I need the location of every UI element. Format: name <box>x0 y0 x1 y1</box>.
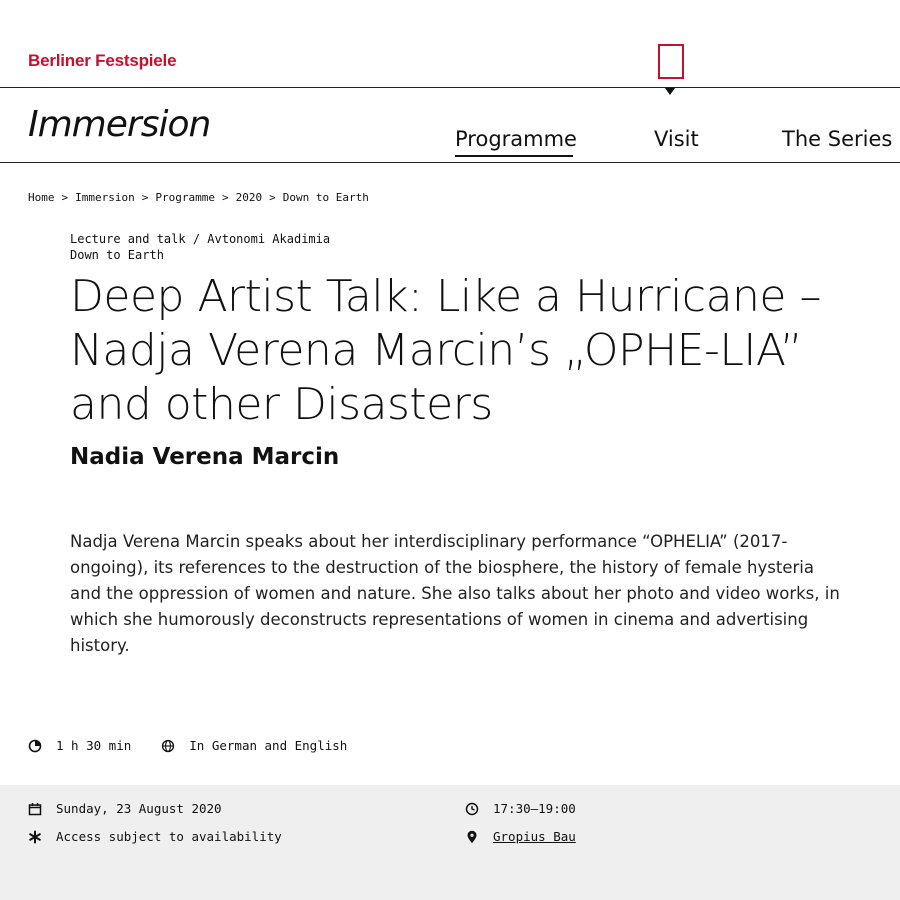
clock-icon <box>465 802 479 816</box>
nav-active-underline <box>455 155 573 157</box>
breadcrumb-separator: > <box>221 191 229 204</box>
location-pin-icon <box>465 830 479 844</box>
time-item <box>465 801 576 816</box>
access-item <box>28 829 282 844</box>
event-meta-row <box>28 738 347 753</box>
breadcrumb-separator: > <box>141 191 149 204</box>
venue-link[interactable]: Gropius Bau <box>493 829 576 844</box>
event-category-line-2: Down to Earth <box>70 248 164 262</box>
breadcrumb-immersion[interactable]: Immersion <box>75 191 135 204</box>
event-author: Nadia Verena Marcin <box>70 444 340 470</box>
brand-logo-text[interactable]: Berliner Festspiele <box>28 51 177 70</box>
time-text: 17:30–19:00 <box>493 801 576 816</box>
breadcrumb <box>28 191 369 204</box>
breadcrumb-down-to-earth[interactable]: Down to Earth <box>282 191 369 204</box>
breadcrumb-home[interactable]: Home <box>28 191 55 204</box>
event-title: Deep Artist Talk: Like a Hurricane – Nadja Verena Marcin’s „OPHE-LIA” and other Disasters <box>70 271 821 430</box>
timer-icon <box>28 739 42 753</box>
calendar-icon <box>28 802 42 816</box>
asterisk-icon <box>28 830 42 844</box>
nav-item-programme[interactable]: Programme <box>455 127 577 151</box>
header-divider-bottom <box>0 162 900 163</box>
festival-logo-icon[interactable] <box>658 44 684 79</box>
menu-indicator-icon <box>665 88 675 95</box>
nav-item-visit[interactable]: Visit <box>654 127 699 151</box>
globe-icon <box>161 739 175 753</box>
breadcrumb-separator: > <box>269 191 276 204</box>
date-item <box>28 801 222 816</box>
nav-item-the-series[interactable]: The Series <box>782 127 893 151</box>
breadcrumb-programme[interactable]: Programme <box>155 191 215 204</box>
header-divider-top <box>0 87 900 88</box>
event-category-line-1: Lecture and talk / Avtonomi Akadimia <box>70 232 331 246</box>
breadcrumb-2020[interactable]: 2020 <box>235 191 263 204</box>
section-title[interactable]: Immersion <box>28 104 211 145</box>
duration-item <box>28 738 131 753</box>
venue-item <box>465 829 576 844</box>
duration-text: 1 h 30 min <box>56 738 132 753</box>
language-item <box>161 738 347 753</box>
event-description: Nadja Verena Marcin speaks about her interdisciplinary performance “OPHELIA” (2017-ongoing), its references to the destruction of the biosphere, the history of female hysteria and the oppression of women and nature. She also talks about her photo and video works, in which she humorously deconstructs representations of women in cinema and advertising history. <box>70 532 840 655</box>
access-text: Access subject to availability <box>56 829 282 844</box>
breadcrumb-separator: > <box>61 191 69 204</box>
event-category <box>70 231 330 263</box>
date-text: Sunday, 23 August 2020 <box>56 801 222 816</box>
language-text: In German and English <box>189 738 348 753</box>
